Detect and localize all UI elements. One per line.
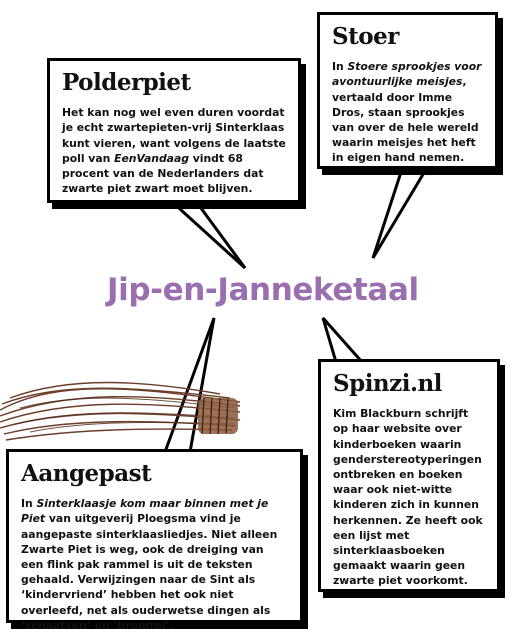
spinzi-text: Kim Blackburn schrijft op haar website over kinderboeken waarin genderstereotyperingen ontbreken en boeken waar ook niet-witte kinderen zich in kunnen herkennen. Ze heeft ook een lijst met sinterklaasboeken gemaakt waarin geen zwarte piet voorkomt. (333, 407, 483, 588)
polderpiet-title: Polderpiet (62, 69, 191, 96)
aangepast-box (6, 449, 303, 632)
roe-broom-image (0, 368, 245, 448)
stoer-tail (373, 166, 428, 258)
aangepast-title: Aangepast (21, 460, 152, 487)
polderpiet-tail (170, 200, 245, 268)
stoer-box (317, 12, 498, 169)
polderpiet-box (47, 58, 301, 203)
stoer-text: In Stoere sprookjes voor avontuurlijke meisjes, vertaald door Imme Dros, staan sprookjes van over de hele wereld waarin meisjes het heft in eigen hand nemen. (332, 60, 482, 165)
polderpiet-text: Het kan nog wel even duren voordat je echt zwartepieten-vrij Sinterklaas kunt vieren, want volgens de laatste poll van EenVandaag vindt 68 procent van de Nederlanders dat zwarte piet zwart moet blijven. (62, 106, 286, 196)
spinzi-title: Spinzi.nl (333, 370, 442, 397)
spinzi-tail (323, 318, 362, 362)
stoer-title: Stoer (332, 23, 399, 50)
aangepast-text: In Sinterklaasje kom maar binnen met je Piet van uitgeverij Ploegsma vind je aangepaste sinterklaasliedjes. Niet alleen Zwarte Piet is weg, ook de dreiging van een flink pak rammel is uit de teksten gehaald. Verwijzingen naar de Sint als ‘kindervriend’ hebben het ook niet overleefd, net als ouderwetse dingen als ‘schaatsen’ en ‘bromtol’. (21, 497, 278, 632)
center-title: Jip-en-Janneketaal (107, 272, 419, 308)
spinzi-box (318, 359, 500, 592)
